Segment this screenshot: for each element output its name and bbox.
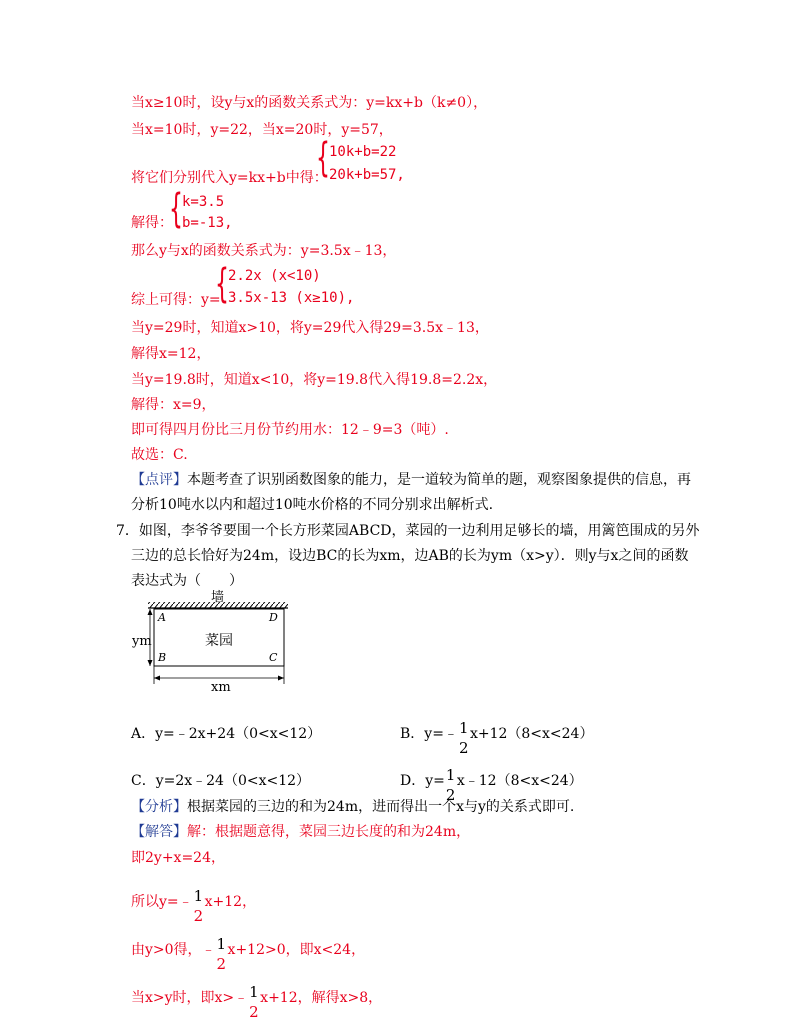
- answer-pre: 所以y=﹣: [131, 894, 193, 910]
- answer-line: [131, 935, 366, 973]
- answer-post: x+12，: [204, 894, 257, 910]
- arrow-right: [278, 676, 284, 681]
- answer-text: 解：根据题意得，菜园三边长度的和为24m，: [187, 824, 471, 840]
- system-brace: {: [316, 135, 330, 181]
- comment-line: [131, 470, 691, 490]
- answer-line: [131, 983, 383, 1021]
- solution-line: 解得：x=9，: [131, 397, 216, 413]
- arrow-up: [148, 609, 153, 615]
- option-D-pre: D．y=: [400, 773, 445, 789]
- label-D: D: [269, 611, 278, 624]
- equation: 20k+b=57,: [329, 167, 405, 183]
- answer-post: x+12>0，即x<24，: [227, 942, 366, 958]
- answer-pre: 由y>0得，﹣: [131, 942, 216, 958]
- question-7-line: 表达式为（ ）: [131, 573, 243, 589]
- option-B[interactable]: [400, 719, 594, 757]
- solution-line: 当y=19.8时，知道x<10，将y=19.8代入得19.8=2.2x，: [131, 372, 498, 388]
- equation: 10k+b=22: [329, 144, 397, 160]
- analysis-line: [131, 797, 574, 817]
- equation: b=-13,: [182, 215, 233, 231]
- answer-line: 即2y+x=24，: [131, 850, 225, 866]
- solution-line: 当y=29时，知道x>10，将y=29代入得29=3.5x﹣13，: [131, 320, 489, 336]
- question-7: 7．如图，李爷爷要围一个长方形菜园ABCD，菜园的一边利用足够长的墙，用篱笆围成的另外: [116, 523, 700, 539]
- solution-line: 即可得四月份比三月份节约用水：12﹣9=3（吨）.: [131, 422, 449, 438]
- fraction-num: 1: [445, 766, 456, 784]
- analysis-tag: 【分析】: [131, 799, 187, 815]
- equation: k=3.5: [182, 194, 225, 210]
- label-xm: xm: [211, 680, 231, 695]
- answer-tag: 【解答】: [131, 824, 187, 840]
- solution-line: 综上可得：y=: [131, 292, 221, 308]
- equation: 3.5x-13 (x≥10),: [228, 290, 355, 306]
- solution-line: 那么y与x的函数关系式为：y=3.5x﹣13，: [131, 243, 397, 259]
- comment-text: 本题考查了识别函数图象的能力，是一道较为简单的题，观察图象提供的信息，再: [187, 472, 691, 488]
- question-7-line: 三边的总长恰好为24m，设边BC的长为xm，边AB的长为ym（x>y）．则y与x之间的函数: [131, 548, 689, 564]
- fraction-den: 2: [445, 786, 456, 804]
- fraction-den: 2: [249, 1003, 259, 1021]
- fraction-num: 1: [249, 983, 259, 1001]
- option-B-pre: B．y=﹣: [400, 726, 458, 742]
- option-D-post: x﹣12（8<x<24）: [456, 773, 583, 789]
- label-ym: ym: [132, 634, 152, 649]
- fraction-num: 1: [458, 719, 469, 737]
- option-D[interactable]: [400, 766, 583, 804]
- option-C[interactable]: C．y=2x﹣24（0<x<12）: [131, 773, 311, 789]
- answer-post: x+12，解得x>8，: [260, 990, 383, 1006]
- option-B-post: x+12（8<x<24）: [469, 726, 594, 742]
- label-A: A: [158, 611, 166, 624]
- system-brace: {: [169, 186, 183, 232]
- label-wall: 墙: [211, 590, 225, 605]
- solution-line: 故选：C.: [131, 447, 188, 463]
- label-C: C: [269, 651, 278, 664]
- solution-line: 当x≥10时，设y与x的函数关系式为：y=kx+b（k≠0），: [131, 95, 488, 111]
- label-B: B: [158, 651, 167, 664]
- answer-line: [131, 887, 257, 925]
- solution-line: 解得：: [131, 215, 173, 231]
- comment-tag: 【点评】: [131, 472, 187, 488]
- arrow-left: [154, 676, 160, 681]
- fraction-num: 1: [216, 935, 227, 953]
- analysis-text: 根据菜园的三边的和为24m，进而得出一个x与y的关系式即可.: [187, 799, 575, 815]
- comment-line: 分析10吨水以内和超过10吨水价格的不同分别求出解析式.: [131, 497, 494, 513]
- fraction-den: 2: [193, 907, 204, 925]
- answer-pre: 当x>y时，即x>﹣: [131, 990, 249, 1006]
- solution-line: 将它们分别代入y=kx+b中得：: [131, 170, 328, 186]
- fraction-den: 2: [216, 955, 227, 973]
- fraction-den: 2: [458, 739, 469, 757]
- system-brace: {: [215, 261, 229, 307]
- label-garden: 菜园: [205, 633, 233, 649]
- equation: 2.2x (x<10): [228, 268, 321, 284]
- answer-line: [131, 822, 470, 842]
- option-A[interactable]: A．y=﹣2x+24（0<x<12）: [131, 726, 322, 742]
- solution-line: 当x=10时，y=22，当x=20时，y=57，: [131, 122, 393, 138]
- solution-line: 解得x=12，: [131, 346, 211, 362]
- fraction-num: 1: [193, 887, 204, 905]
- arrow-down: [148, 660, 153, 666]
